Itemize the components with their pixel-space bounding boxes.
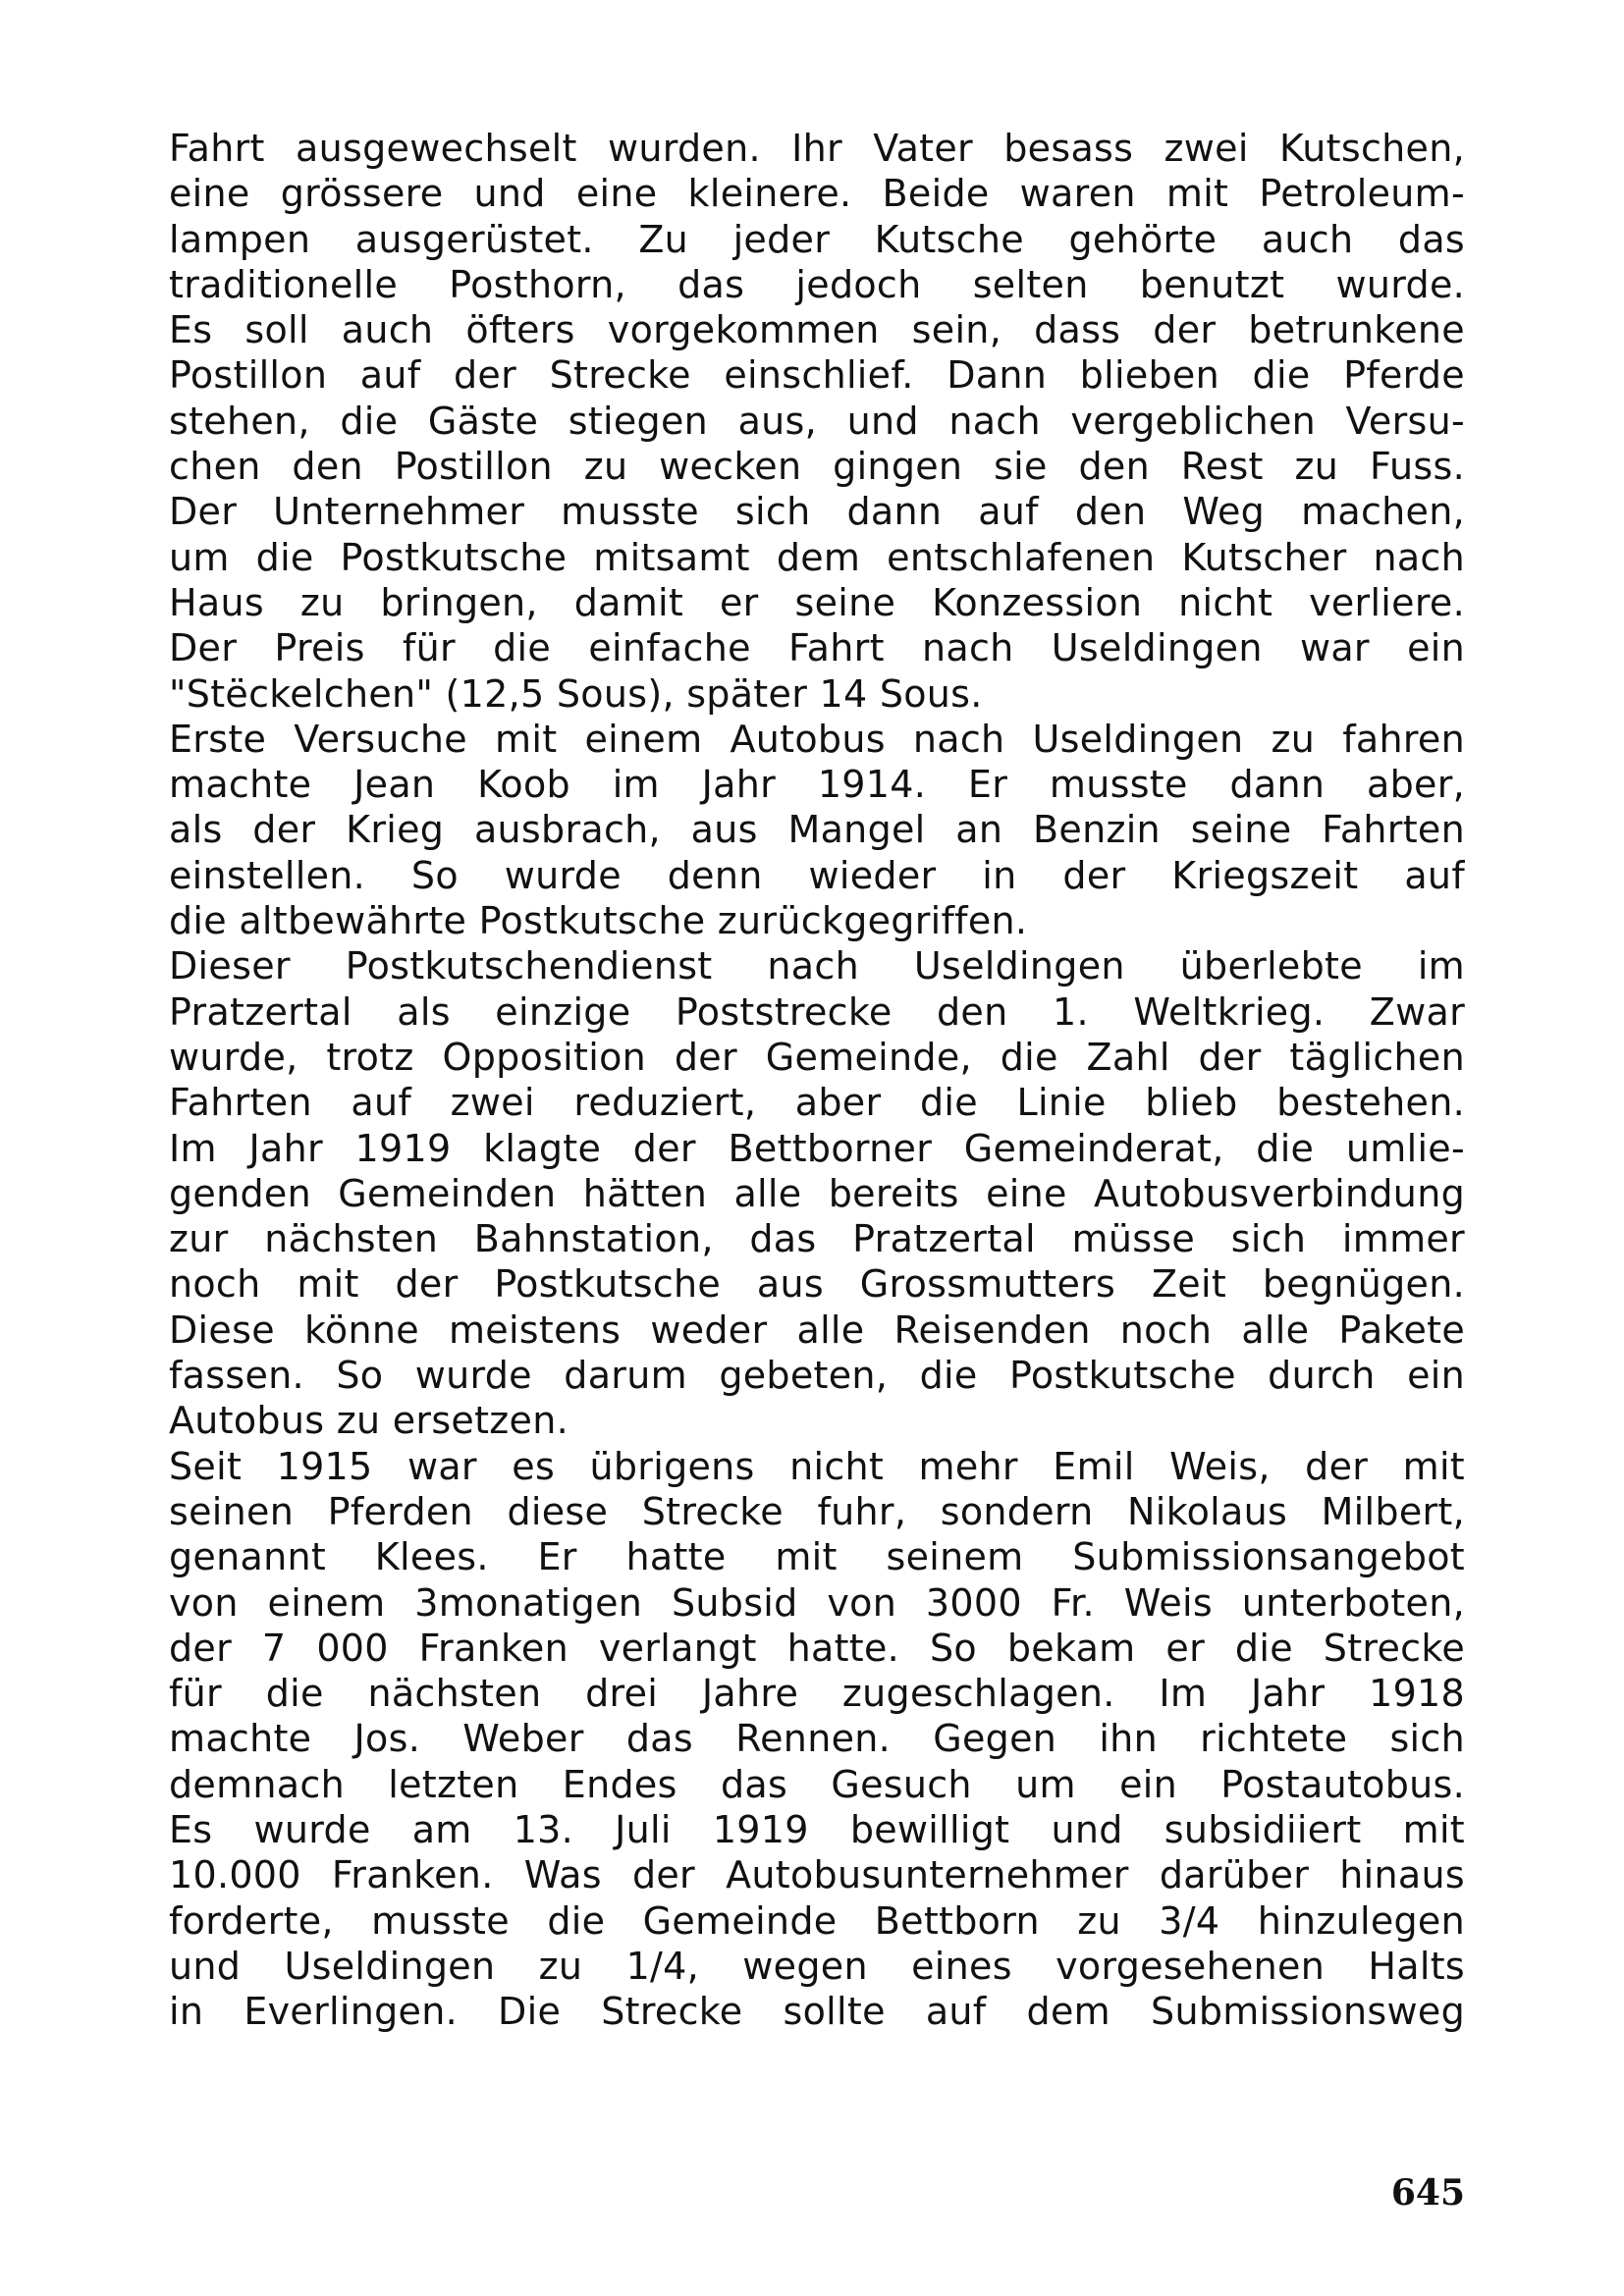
text-line: genannt Klees. Er hatte mit seinem Submissionsangebot — [169, 1535, 1465, 1579]
text-line: Seit 1915 war es übrigens nicht mehr Emil Weis, der mit — [169, 1444, 1465, 1488]
text-line: Fahrt ausgewechselt wurden. Ihr Vater besass zwei Kutschen, — [169, 127, 1465, 170]
text-line: "Stëckelchen" (12,5 Sous), später 14 Sous. — [169, 671, 983, 716]
text-line: in Everlingen. Die Strecke sollte auf dem Submissionsweg — [169, 1990, 1465, 2034]
text-line: lampen ausgerüstet. Zu jeder Kutsche gehörte auch das — [169, 217, 1465, 261]
text-line: traditionelle Posthorn, das jedoch selten benutzt wurde. — [169, 262, 1465, 306]
text-line: Es soll auch öfters vorgekommen sein, dass der betrunkene — [169, 308, 1465, 352]
text-line: machte Jean Koob im Jahr 1914. Er musste dann aber, — [169, 763, 1465, 807]
text-line: Erste Versuche mit einem Autobus nach Useldingen zu fahren — [169, 717, 1465, 761]
text-line: Postillon auf der Strecke einschlief. Dann blieben die Pferde — [169, 353, 1465, 398]
text-line: Diese könne meistens weder alle Reisenden noch alle Pakete — [169, 1308, 1465, 1352]
text-line: forderte, musste die Gemeinde Bettborn zu 3/4 hinzulegen — [169, 1898, 1465, 1943]
text-line: 10.000 Franken. Was der Autobusunternehmer darüber hinaus — [169, 1853, 1465, 1897]
text-line: der 7 000 Franken verlangt hatte. So bekam er die Strecke — [169, 1626, 1465, 1670]
text-line: noch mit der Postkutsche aus Grossmutters Zeit begnügen. — [169, 1262, 1465, 1307]
text-line: von einem 3monatigen Subsid von 3000 Fr. Weis unterboten, — [169, 1580, 1465, 1625]
text-line: demnach letzten Endes das Gesuch um ein Postautobus. — [169, 1762, 1465, 1806]
text-line: und Useldingen zu 1/4, wegen eines vorgesehenen Halts — [169, 1944, 1465, 1988]
text-line: machte Jos. Weber das Rennen. Gegen ihn richtete sich — [169, 1717, 1465, 1761]
text-line: um die Postkutsche mitsamt dem entschlafenen Kutscher nach — [169, 535, 1465, 579]
text-line: Im Jahr 1919 klagte der Bettborner Gemeinderat, die umlie- — [169, 1126, 1465, 1170]
text-line: Der Unternehmer musste sich dann auf den Weg machen, — [169, 490, 1465, 534]
body-text — [169, 126, 1465, 2034]
text-line: Es wurde am 13. Juli 1919 bewilligt und subsidiiert mit — [169, 1807, 1465, 1851]
text-line: Fahrten auf zwei reduziert, aber die Linie blieb bestehen. — [169, 1081, 1465, 1125]
text-line: genden Gemeinden hätten alle bereits eine Autobusverbindung — [169, 1171, 1465, 1215]
text-line: als der Krieg ausbrach, aus Mangel an Benzin seine Fahrten — [169, 808, 1465, 852]
text-line: Haus zu bringen, damit er seine Konzession nicht verliere. — [169, 580, 1465, 624]
text-line: einstellen. So wurde denn wieder in der Kriegszeit auf — [169, 853, 1465, 897]
text-line: Dieser Postkutschendienst nach Useldingen überlebte im — [169, 944, 1465, 988]
text-line: eine grössere und eine kleinere. Beide waren mit Petroleum- — [169, 172, 1465, 216]
text-line: zur nächsten Bahnstation, das Pratzertal müsse sich immer — [169, 1217, 1465, 1261]
page-number: 645 — [1390, 2172, 1465, 2214]
text-line: seinen Pferden diese Strecke fuhr, sondern Nikolaus Milbert, — [169, 1489, 1465, 1533]
text-line: fassen. So wurde darum gebeten, die Postkutsche durch ein — [169, 1354, 1465, 1398]
text-line: für die nächsten drei Jahre zugeschlagen. Im Jahr 1918 — [169, 1672, 1465, 1716]
text-line: Autobus zu ersetzen. — [169, 1399, 568, 1443]
text-line: Der Preis für die einfache Fahrt nach Useldingen war ein — [169, 626, 1465, 670]
text-line: stehen, die Gäste stiegen aus, und nach vergeblichen Versu- — [169, 399, 1465, 443]
text-line: Pratzertal als einzige Poststrecke den 1. Weltkrieg. Zwar — [169, 989, 1465, 1034]
text-line: chen den Postillon zu wecken gingen sie den Rest zu Fuss. — [169, 445, 1465, 489]
text-line: wurde, trotz Opposition der Gemeinde, die Zahl der täglichen — [169, 1035, 1465, 1079]
text-line: die altbewährte Postkutsche zurückgegriffen. — [169, 899, 1028, 943]
